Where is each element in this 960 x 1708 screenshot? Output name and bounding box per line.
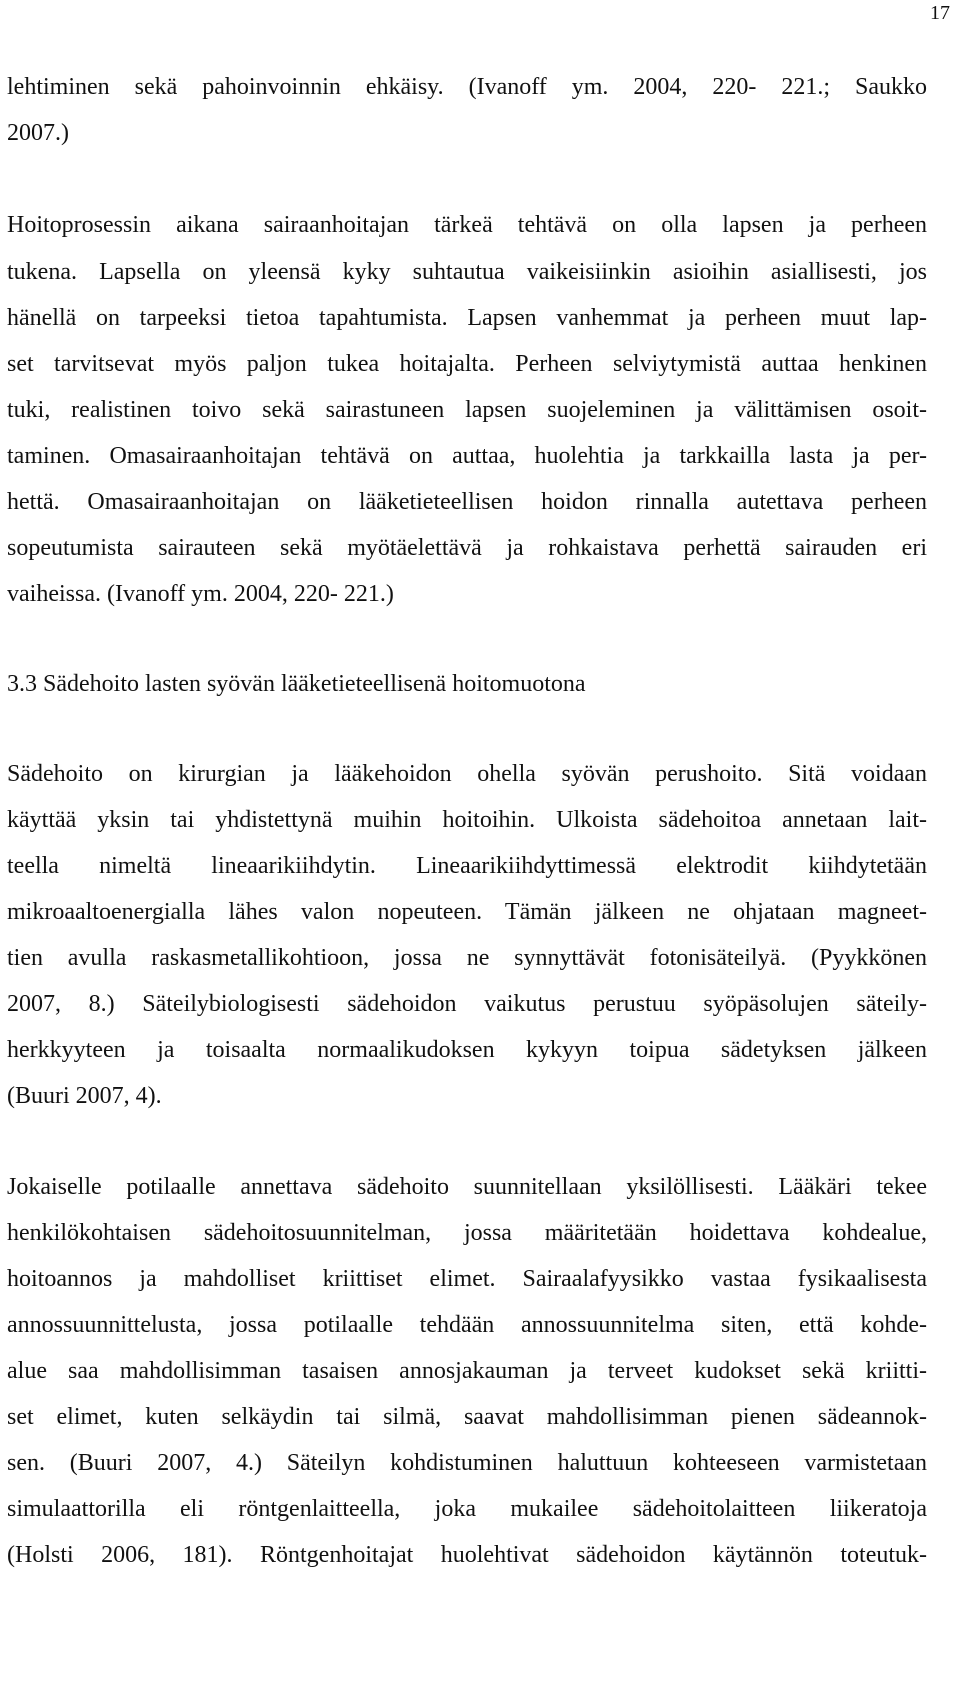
text-line: taminen. Omasairaanhoitajan tehtävä on auttaa, huolehtia ja tarkkailla lasta ja per- xyxy=(7,443,927,469)
text-line: hettä. Omasairaanhoitajan on lääketieteellisen hoidon rinnalla autettava perheen xyxy=(7,489,927,515)
text-line: henkilökohtaisen sädehoitosuunnitelman, jossa määritetään hoidettava kohdealue, xyxy=(7,1220,927,1246)
text-line: simulaattorilla eli röntgenlaitteella, joka mukailee sädehoitolaitteen liikeratoja xyxy=(7,1496,927,1522)
text-line: tien avulla raskasmetallikohtioon, jossa ne synnyttävät fotonisäteilyä. (Pyykkönen xyxy=(7,945,927,971)
text-line: mikroaaltoenergialla lähes valon nopeuteen. Tämän jälkeen ne ohjataan magneet- xyxy=(7,899,927,925)
text-line: teella nimeltä lineaarikiihdytin. Lineaarikiihdyttimessä elektrodit kiihdytetään xyxy=(7,853,927,879)
text-line: 2007.) xyxy=(7,120,69,146)
text-line: Sädehoito on kirurgian ja lääkehoidon ohella syövän perushoito. Sitä voidaan xyxy=(7,761,927,787)
text-line: käyttää yksin tai yhdistettynä muihin hoitoihin. Ulkoista sädehoitoa annetaan lait- xyxy=(7,807,927,833)
text-line: tuki, realistinen toivo sekä sairastuneen lapsen suojeleminen ja välittämisen osoit- xyxy=(7,397,927,423)
text-line: Hoitoprosessin aikana sairaanhoitajan tärkeä tehtävä on olla lapsen ja perheen xyxy=(7,212,927,238)
text-line: sopeutumista sairauteen sekä myötäelettävä ja rohkaistava perhettä sairauden eri xyxy=(7,535,927,561)
text-line: sen. (Buuri 2007, 4.) Säteilyn kohdistuminen haluttuun kohteeseen varmistetaan xyxy=(7,1450,927,1476)
text-line: (Holsti 2006, 181). Röntgenhoitajat huolehtivat sädehoidon käytännön toteutuk- xyxy=(7,1542,927,1568)
text-line: vaiheissa. (Ivanoff ym. 2004, 220- 221.) xyxy=(7,581,394,607)
text-line: (Buuri 2007, 4). xyxy=(7,1083,162,1109)
text-line: 2007, 8.) Säteilybiologisesti sädehoidon vaikutus perustuu syöpäsolujen säteily- xyxy=(7,991,927,1017)
text-line: annossuunnittelusta, jossa potilaalle tehdään annossuunnitelma siten, että kohde- xyxy=(7,1312,927,1338)
text-line: lehtiminen sekä pahoinvoinnin ehkäisy. (Ivanoff ym. 2004, 220- 221.; Saukko xyxy=(7,74,927,100)
text-line: tukena. Lapsella on yleensä kyky suhtautua vaikeisiinkin asioihin asiallisesti, jos xyxy=(7,259,927,285)
text-line: alue saa mahdollisimman tasaisen annosjakauman ja terveet kudokset sekä kriitti- xyxy=(7,1358,927,1384)
text-line: set elimet, kuten selkäydin tai silmä, saavat mahdollisimman pienen sädeannok- xyxy=(7,1404,927,1430)
text-line: herkkyyteen ja toisaalta normaalikudoksen kykyyn toipua sädetyksen jälkeen xyxy=(7,1037,927,1063)
text-line: hoitoannos ja mahdolliset kriittiset elimet. Sairaalafyysikko vastaa fysikaalisesta xyxy=(7,1266,927,1292)
page-number: 17 xyxy=(930,2,950,24)
text-line: set tarvitsevat myös paljon tukea hoitajalta. Perheen selviytymistä auttaa henkinen xyxy=(7,351,927,377)
section-heading: 3.3 Sädehoito lasten syövän lääketieteellisenä hoitomuotona xyxy=(7,671,586,697)
text-line: Jokaiselle potilaalle annettava sädehoito suunnitellaan yksilöllisesti. Lääkäri tekee xyxy=(7,1174,927,1200)
text-line: hänellä on tarpeeksi tietoa tapahtumista. Lapsen vanhemmat ja perheen muut lap- xyxy=(7,305,927,331)
